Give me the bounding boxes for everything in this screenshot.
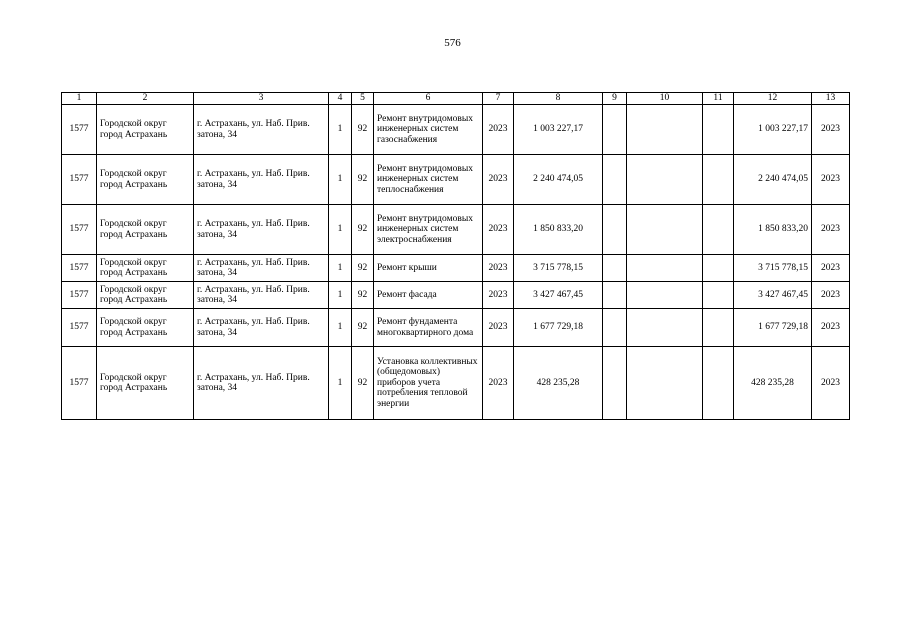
cost: 1 003 227,17 [514,105,603,155]
total-cost: 2 240 474,05 [734,155,812,205]
address: г. Астрахань, ул. Наб. Прив. затона, 34 [194,155,329,205]
object-id: 1577 [62,282,97,309]
table-row [62,282,850,309]
work-type: Установка коллективных (общедомовых) приборов учета потребления тепловой энергии [374,347,483,420]
col-5-value: 92 [352,347,374,420]
work-type: Ремонт внутридомовых инженерных систем электроснабжения [374,205,483,255]
col-10-value [627,155,703,205]
col-10-value [627,309,703,347]
year: 2023 [483,282,514,309]
table-row [62,155,850,205]
col-5-value: 92 [352,282,374,309]
col-4-value: 1 [329,205,352,255]
cost: 3 427 467,45 [514,282,603,309]
completion-year: 2023 [812,309,850,347]
col-10-value [627,282,703,309]
col-9-value [603,282,627,309]
col-9-value [603,347,627,420]
total-cost: 1 850 833,20 [734,205,812,255]
table-row [62,255,850,282]
table-row [62,205,850,255]
col-9-value [603,309,627,347]
col-4-value: 1 [329,255,352,282]
work-type: Ремонт фасада [374,282,483,309]
object-id: 1577 [62,309,97,347]
col-11-value [703,309,734,347]
column-header: 12 [734,93,812,105]
address: г. Астрахань, ул. Наб. Прив. затона, 34 [194,282,329,309]
column-header: 2 [97,93,194,105]
table-row [62,105,850,155]
column-header: 6 [374,93,483,105]
col-10-value [627,205,703,255]
completion-year: 2023 [812,255,850,282]
column-header: 4 [329,93,352,105]
cost: 1 850 833,20 [514,205,603,255]
col-10-value [627,255,703,282]
year: 2023 [483,255,514,282]
year: 2023 [483,309,514,347]
page-number: 576 [444,37,461,49]
col-4-value: 1 [329,105,352,155]
col-11-value [703,155,734,205]
col-4-value: 1 [329,155,352,205]
municipality: Городской округ город Астрахань [97,255,194,282]
header-row [62,93,850,105]
address: г. Астрахань, ул. Наб. Прив. затона, 34 [194,205,329,255]
total-cost: 428 235,28 [734,347,812,420]
col-5-value: 92 [352,105,374,155]
completion-year: 2023 [812,282,850,309]
address: г. Астрахань, ул. Наб. Прив. затона, 34 [194,309,329,347]
col-9-value [603,205,627,255]
total-cost: 3 715 778,15 [734,255,812,282]
cost: 1 677 729,18 [514,309,603,347]
total-cost: 1 003 227,17 [734,105,812,155]
year: 2023 [483,205,514,255]
address: г. Астрахань, ул. Наб. Прив. затона, 34 [194,347,329,420]
col-10-value [627,347,703,420]
completion-year: 2023 [812,155,850,205]
col-11-value [703,205,734,255]
table-row [62,347,850,420]
col-4-value: 1 [329,309,352,347]
col-9-value [603,105,627,155]
year: 2023 [483,347,514,420]
col-9-value [603,255,627,282]
year: 2023 [483,105,514,155]
municipality: Городской округ город Астрахань [97,347,194,420]
work-type: Ремонт внутридомовых инженерных систем теплоснабжения [374,155,483,205]
col-11-value [703,105,734,155]
completion-year: 2023 [812,105,850,155]
total-cost: 1 677 729,18 [734,309,812,347]
work-type: Ремонт внутридомовых инженерных систем газоснабжения [374,105,483,155]
municipality: Городской округ город Астрахань [97,309,194,347]
work-type: Ремонт фундамента многоквартирного дома [374,309,483,347]
col-9-value [603,155,627,205]
work-type: Ремонт крыши [374,255,483,282]
column-header: 1 [62,93,97,105]
table-row [62,309,850,347]
object-id: 1577 [62,105,97,155]
col-4-value: 1 [329,282,352,309]
municipality: Городской округ город Астрахань [97,155,194,205]
column-header: 10 [627,93,703,105]
column-header: 11 [703,93,734,105]
municipality: Городской округ город Астрахань [97,205,194,255]
object-id: 1577 [62,205,97,255]
column-header: 9 [603,93,627,105]
cost: 428 235,28 [514,347,603,420]
object-id: 1577 [62,155,97,205]
column-header: 3 [194,93,329,105]
col-5-value: 92 [352,309,374,347]
registry-table [61,92,850,420]
column-header: 5 [352,93,374,105]
col-5-value: 92 [352,205,374,255]
municipality: Городской округ город Астрахань [97,282,194,309]
column-header: 13 [812,93,850,105]
col-10-value [627,105,703,155]
cost: 3 715 778,15 [514,255,603,282]
col-5-value: 92 [352,155,374,205]
col-11-value [703,347,734,420]
cost: 2 240 474,05 [514,155,603,205]
column-header: 8 [514,93,603,105]
object-id: 1577 [62,347,97,420]
municipality: Городской округ город Астрахань [97,105,194,155]
object-id: 1577 [62,255,97,282]
column-header: 7 [483,93,514,105]
col-11-value [703,282,734,309]
year: 2023 [483,155,514,205]
address: г. Астрахань, ул. Наб. Прив. затона, 34 [194,255,329,282]
col-4-value: 1 [329,347,352,420]
address: г. Астрахань, ул. Наб. Прив. затона, 34 [194,105,329,155]
total-cost: 3 427 467,45 [734,282,812,309]
completion-year: 2023 [812,205,850,255]
completion-year: 2023 [812,347,850,420]
col-11-value [703,255,734,282]
col-5-value: 92 [352,255,374,282]
